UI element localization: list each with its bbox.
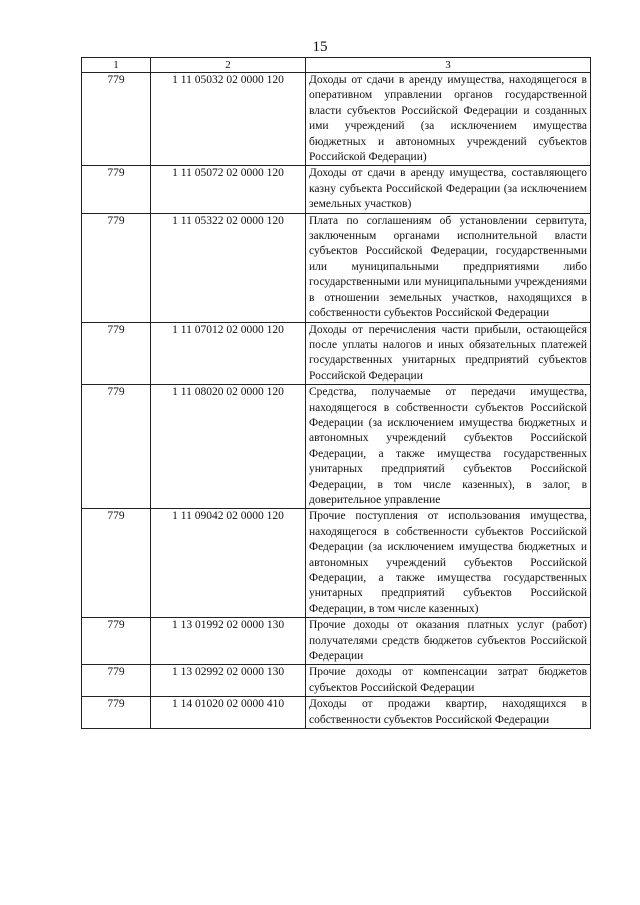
admin-code-cell: 779 <box>82 73 151 166</box>
revenue-code-cell: 1 11 09042 02 0000 120 <box>151 509 306 618</box>
table-header-row <box>82 58 591 73</box>
table-row <box>82 697 591 729</box>
table-row <box>82 665 591 697</box>
revenue-name-cell: Доходы от сдачи в аренду имущества, находящегося в оперативном управлении органов государственной власти субъектов Российской Федерации и созданных ими учреждений (за исключением имущества бюджетных и автономных учреждений субъектов Российской Федерации) <box>306 73 591 166</box>
revenue-name-cell: Доходы от сдачи в аренду имущества, составляющего казну субъекта Российской Федерации (за исключением земельных участков) <box>306 166 591 213</box>
revenue-name-cell: Плата по соглашениям об установлении сервитута, заключенным органами исполнительной власти субъектов Российской Федерации, государственными или муниципальными предприятиями либо государственными или муниципальными учреждениями в отношении земельных участков, находящихся в собственности субъектов Российской Федерации <box>306 213 591 322</box>
revenue-code-cell: 1 11 05032 02 0000 120 <box>151 73 306 166</box>
admin-code-cell: 779 <box>82 697 151 729</box>
revenue-name-cell: Прочие доходы от оказания платных услуг (работ) получателями средств бюджетов субъектов Российской Федерации <box>306 618 591 665</box>
admin-code-cell: 779 <box>82 213 151 322</box>
revenue-code-cell: 1 11 05072 02 0000 120 <box>151 166 306 213</box>
table-row <box>82 322 591 385</box>
table-row <box>82 509 591 618</box>
revenue-code-cell: 1 14 01020 02 0000 410 <box>151 697 306 729</box>
revenue-name-cell: Средства, получаемые от передачи имущества, находящегося в собственности субъектов Российской Федерации (за исключением имущества бюджетных и автономных учреждений субъектов Российской Федерации, а также имущества государственных унитарных предприятий субъектов Российской Федерации, в том числе казенных), в залог, в доверительное управление <box>306 385 591 509</box>
revenue-codes-table <box>81 57 591 729</box>
revenue-code-cell: 1 11 07012 02 0000 120 <box>151 322 306 385</box>
revenue-code-cell: 1 11 05322 02 0000 120 <box>151 213 306 322</box>
revenue-name-cell: Доходы от перечисления части прибыли, остающейся после уплаты налогов и иных обязательных платежей государственных унитарных предприятий субъектов Российской Федерации <box>306 322 591 385</box>
revenue-code-cell: 1 11 08020 02 0000 120 <box>151 385 306 509</box>
column-header-2: 2 <box>151 58 306 73</box>
admin-code-cell: 779 <box>82 322 151 385</box>
admin-code-cell: 779 <box>82 509 151 618</box>
table-row <box>82 166 591 213</box>
admin-code-cell: 779 <box>82 385 151 509</box>
admin-code-cell: 779 <box>82 618 151 665</box>
column-header-3: 3 <box>306 58 591 73</box>
revenue-code-cell: 1 13 01992 02 0000 130 <box>151 618 306 665</box>
revenue-name-cell: Прочие поступления от использования имущества, находящегося в собственности субъектов Российской Федерации (за исключением имущества бюджетных и автономных учреждений субъектов Российской Федерации, а также имущества государственных унитарных предприятий субъектов Российской Федерации, в том числе казенных) <box>306 509 591 618</box>
revenue-name-cell: Прочие доходы от компенсации затрат бюджетов субъектов Российской Федерации <box>306 665 591 697</box>
admin-code-cell: 779 <box>82 166 151 213</box>
admin-code-cell: 779 <box>82 665 151 697</box>
table-row <box>82 73 591 166</box>
revenue-name-cell: Доходы от продажи квартир, находящихся в собственности субъектов Российской Федерации <box>306 697 591 729</box>
table-row <box>82 213 591 322</box>
table-row <box>82 618 591 665</box>
table-row <box>82 385 591 509</box>
column-header-1: 1 <box>82 58 151 73</box>
page-number: 15 <box>312 39 328 55</box>
revenue-code-cell: 1 13 02992 02 0000 130 <box>151 665 306 697</box>
